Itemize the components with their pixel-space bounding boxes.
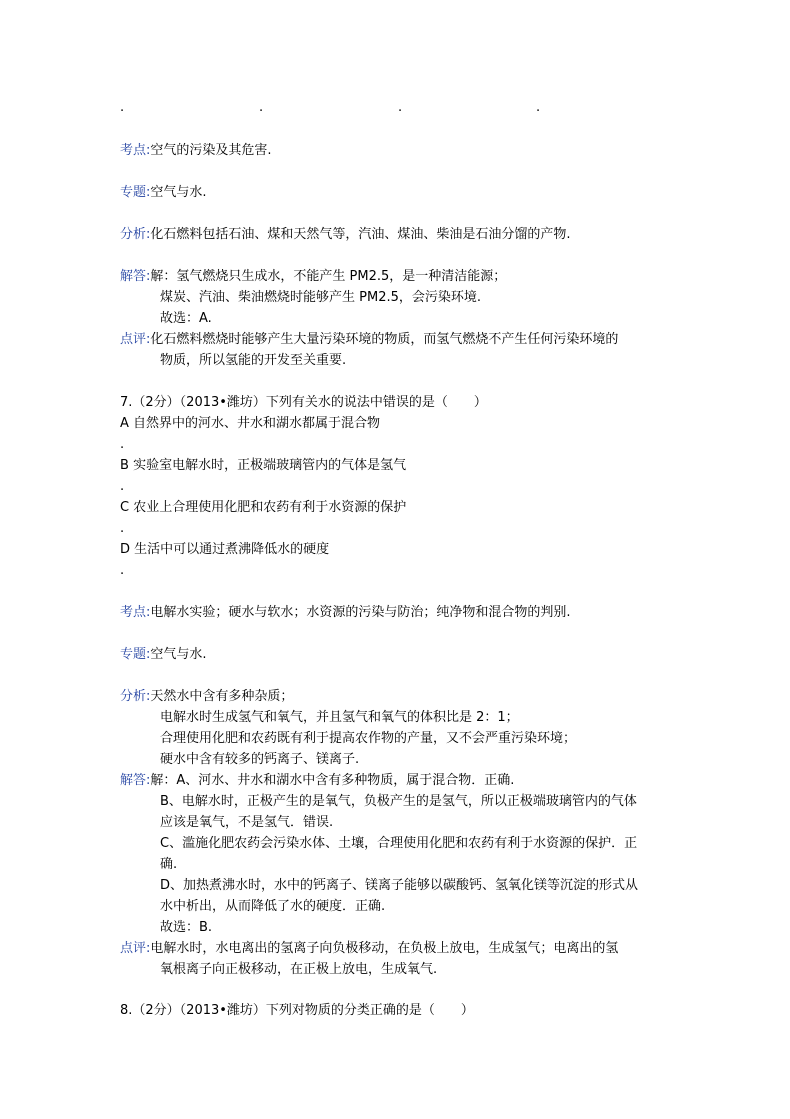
- option-dot: .: [120, 479, 125, 494]
- q6-dianping: [120, 329, 618, 350]
- q7-stem: 7.（2分）（2013•潍坊）下列有关水的说法中错误的是（ ）: [120, 395, 487, 410]
- dianping-line: 电解水时，水电离出的氢离子向负极移动，在负极上放电，生成氢气；电离出的氢: [150, 941, 619, 956]
- q7-jieda: [120, 770, 514, 791]
- zhuanti-text: 空气与水.: [150, 647, 207, 662]
- dianping-line: 物质，所以氢能的开发至关重要.: [160, 353, 347, 368]
- jieda-line: 故选：B.: [160, 920, 213, 935]
- option-letter: D: [120, 542, 131, 557]
- kaodian-text: 电解水实验；硬水与软水；水资源的污染与防治；纯净物和混合物的判别.: [150, 605, 571, 620]
- option-letter: B: [120, 458, 129, 473]
- option-b: [120, 455, 406, 476]
- fenxi-text: 化石燃料包括石油、煤和天然气等，汽油、煤油、柴油是石油分馏的产物.: [150, 227, 571, 242]
- jieda-line: 应该是氧气，不是氢气．错误.: [160, 815, 334, 830]
- q7-kaodian: [120, 602, 571, 623]
- q6-jieda: [120, 266, 506, 287]
- option-text: 自然界中的河水、井水和湖水都属于混合物: [133, 416, 381, 431]
- kaodian-text: 空气的污染及其危害.: [150, 143, 272, 158]
- fenxi-line: 合理使用化肥和农药既有利于提高农作物的产量，又不会严重污染环境；: [160, 731, 577, 746]
- zhuanti-label: 专题:: [120, 647, 151, 662]
- option-c: [120, 497, 406, 518]
- jieda-line: 故选：A.: [160, 311, 212, 326]
- dianping-line: 化石燃料燃烧时能够产生大量污染环境的物质，而氢气燃烧不产生任何污染环境的: [150, 332, 619, 347]
- option-a: [120, 413, 380, 434]
- q6-fenxi: [120, 224, 571, 245]
- option-dot: .: [120, 563, 125, 578]
- option-text: 实验室电解水时，正极端玻璃管内的气体是氢气: [133, 458, 407, 473]
- dianping-label: 点评:: [120, 332, 151, 347]
- option-dot: .: [398, 100, 403, 115]
- jieda-line: B、电解水时，正极产生的是氧气，负极产生的是氢气，所以正极端玻璃管内的气体: [160, 794, 637, 809]
- fenxi-line: 硬水中含有较多的钙离子、镁离子.: [160, 752, 360, 767]
- option-dot: .: [259, 100, 264, 115]
- option-letter: C: [120, 500, 130, 515]
- jieda-label: 解答:: [120, 269, 151, 284]
- option-dot: .: [120, 437, 125, 452]
- jieda-label: 解答:: [120, 773, 151, 788]
- fenxi-label: 分析:: [120, 227, 151, 242]
- kaodian-label: 考点:: [120, 605, 151, 620]
- option-dot: .: [120, 100, 125, 115]
- q7-zhuanti: [120, 644, 207, 665]
- dianping-line: 氧根离子向正极移动，在正极上放电，生成氧气.: [160, 962, 438, 977]
- jieda-line: D、加热煮沸水时，水中的钙离子、镁离子能够以碳酸钙、氢氧化镁等沉淀的形式从: [160, 878, 639, 893]
- zhuanti-text: 空气与水.: [150, 185, 207, 200]
- option-dot: .: [536, 100, 541, 115]
- jieda-line: C、滥施化肥农药会污染水体、土壤，合理使用化肥和农药有利于水资源的保护．正: [160, 836, 638, 851]
- fenxi-label: 分析:: [120, 689, 151, 704]
- option-dot: .: [120, 521, 125, 536]
- fenxi-line: 天然水中含有多种杂质；: [150, 689, 294, 704]
- fenxi-line: 电解水时生成氢气和氧气，并且氢气和氧气的体积比是 2：1；: [160, 710, 519, 725]
- q7-fenxi: [120, 686, 293, 707]
- jieda-line: 水中析出，从而降低了水的硬度．正确.: [160, 899, 386, 914]
- option-text: 农业上合理使用化肥和农药有利于水资源的保护: [133, 500, 407, 515]
- dianping-label: 点评:: [120, 941, 151, 956]
- option-text: 生活中可以通过煮沸降低水的硬度: [134, 542, 330, 557]
- jieda-line: 解：氢气燃烧只生成水，不能产生 PM2.5，是一种清洁能源；: [150, 269, 507, 284]
- option-letter: A: [120, 416, 129, 431]
- jieda-line: 确.: [160, 857, 178, 872]
- q7-dianping: [120, 938, 618, 959]
- option-d: [120, 539, 329, 560]
- q6-kaodian: [120, 140, 272, 161]
- zhuanti-label: 专题:: [120, 185, 151, 200]
- q6-zhuanti: [120, 182, 207, 203]
- kaodian-label: 考点:: [120, 143, 151, 158]
- q8-stem: 8.（2分）（2013•潍坊）下列对物质的分类正确的是（ ）: [120, 1003, 474, 1018]
- jieda-line: 解：A、河水、井水和湖水中含有多种物质，属于混合物．正确.: [150, 773, 515, 788]
- jieda-line: 煤炭、汽油、柴油燃烧时能够产生 PM2.5，会污染环境.: [160, 290, 481, 305]
